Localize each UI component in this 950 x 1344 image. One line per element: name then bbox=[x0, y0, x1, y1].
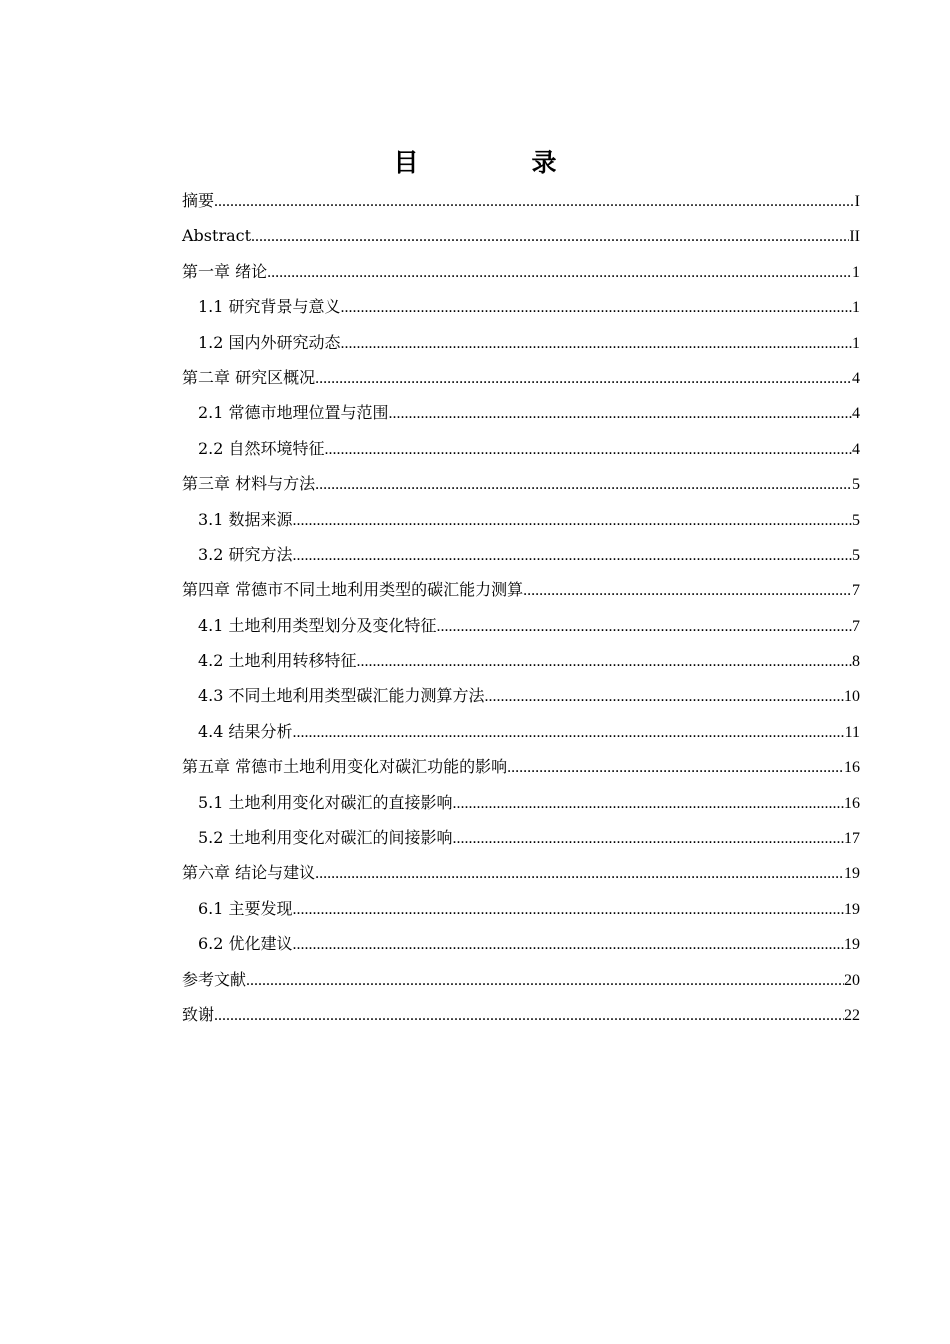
toc-dot-leader bbox=[437, 609, 852, 644]
toc-page-number: 19 bbox=[844, 936, 860, 954]
toc-page-number: 4 bbox=[852, 369, 860, 387]
toc-entry[interactable] bbox=[182, 431, 860, 466]
toc-page-number: 7 bbox=[852, 617, 860, 635]
toc-entry-title: 摘要 bbox=[182, 191, 215, 210]
toc-entry[interactable] bbox=[182, 855, 860, 890]
toc-dot-leader bbox=[325, 432, 852, 467]
toc-page-number: 11 bbox=[844, 723, 860, 741]
toc-entry-title: 第一章 绪论 bbox=[182, 261, 268, 281]
toc-page-number: 1 bbox=[852, 263, 860, 281]
toc-dot-leader bbox=[389, 396, 852, 431]
toc-entry-title: 第二章 研究区概况 bbox=[182, 367, 316, 387]
toc-entry[interactable] bbox=[182, 502, 860, 537]
toc-entry-title: 1.2 国内外研究动态 bbox=[198, 332, 341, 352]
toc-dot-leader bbox=[293, 892, 844, 927]
toc-page-number: 8 bbox=[852, 653, 860, 671]
toc-page-number: 1 bbox=[852, 334, 860, 352]
toc-dot-leader bbox=[246, 963, 844, 998]
toc-entry[interactable] bbox=[182, 360, 860, 395]
toc-dot-leader bbox=[357, 644, 852, 679]
toc-title: 目 录 bbox=[393, 148, 601, 177]
toc-dot-leader bbox=[507, 750, 844, 785]
toc-dot-leader bbox=[485, 679, 844, 714]
toc-entry-title: 4.2 土地利用转移特征 bbox=[198, 651, 357, 671]
toc-entry-title: 6.2 优化建议 bbox=[198, 934, 293, 954]
toc-entry-title: Abstract bbox=[182, 226, 252, 246]
toc-dot-leader bbox=[315, 361, 852, 396]
toc-page-number: 16 bbox=[844, 794, 860, 812]
toc-page-number: 4 bbox=[852, 440, 860, 458]
toc-page-number: 5 bbox=[852, 511, 860, 529]
toc-entry[interactable] bbox=[182, 289, 860, 324]
toc-page-number: 16 bbox=[844, 759, 860, 777]
toc-entry[interactable] bbox=[182, 749, 860, 784]
toc-entry-title: 致谢 bbox=[182, 1004, 215, 1024]
toc-page-number: 22 bbox=[844, 1006, 860, 1024]
toc-list bbox=[182, 183, 860, 1032]
toc-entry[interactable] bbox=[182, 997, 860, 1032]
toc-page-number: 10 bbox=[844, 688, 860, 706]
toc-entry[interactable] bbox=[182, 183, 860, 218]
toc-page-number: 20 bbox=[844, 971, 860, 989]
toc-entry[interactable] bbox=[182, 325, 860, 360]
toc-entry[interactable] bbox=[182, 643, 860, 678]
toc-entry-title: 4.4 结果分析 bbox=[198, 721, 293, 741]
toc-dot-leader bbox=[523, 573, 852, 608]
toc-entry-title: 3.1 数据来源 bbox=[198, 509, 293, 529]
toc-entry-title: 5.1 土地利用变化对碳汇的直接影响 bbox=[198, 792, 453, 812]
toc-dot-leader bbox=[293, 927, 844, 962]
toc-entry[interactable] bbox=[182, 891, 860, 926]
toc-dot-leader bbox=[453, 786, 844, 821]
toc-entry-title: 第三章 材料与方法 bbox=[182, 474, 316, 494]
toc-entry[interactable] bbox=[182, 395, 860, 430]
toc-entry-title: 1.1 研究背景与意义 bbox=[198, 297, 341, 317]
toc-page-number: 4 bbox=[852, 405, 860, 423]
toc-dot-leader bbox=[453, 821, 844, 856]
toc-page-number: 5 bbox=[852, 476, 860, 494]
toc-page-number: 17 bbox=[844, 830, 860, 848]
toc-entry-title: 第五章 常德市土地利用变化对碳汇功能的影响 bbox=[182, 757, 508, 777]
toc-entry-title: 3.2 研究方法 bbox=[198, 544, 293, 564]
toc-entry-title: 2.2 自然环境特征 bbox=[198, 438, 325, 458]
toc-entry-title: 5.2 土地利用变化对碳汇的间接影响 bbox=[198, 828, 453, 848]
toc-dot-leader bbox=[341, 326, 852, 361]
toc-entry[interactable] bbox=[182, 962, 860, 997]
toc-page-number: 5 bbox=[852, 546, 860, 564]
toc-entry-title: 参考文献 bbox=[182, 969, 247, 989]
toc-entry[interactable] bbox=[182, 608, 860, 643]
toc-dot-leader bbox=[315, 856, 844, 891]
toc-dot-leader bbox=[293, 538, 852, 573]
toc-page-number: 1 bbox=[852, 299, 860, 317]
toc-dot-leader bbox=[341, 290, 852, 325]
toc-dot-leader bbox=[214, 998, 844, 1033]
toc-entry[interactable] bbox=[182, 820, 860, 855]
toc-entry[interactable] bbox=[182, 678, 860, 713]
toc-entry[interactable] bbox=[182, 218, 860, 253]
toc-entry-title: 6.1 主要发现 bbox=[198, 898, 293, 918]
toc-dot-leader bbox=[293, 715, 845, 750]
toc-entry-title: 4.3 不同土地利用类型碳汇能力测算方法 bbox=[198, 686, 485, 706]
toc-dot-leader bbox=[315, 467, 852, 502]
toc-entry-title: 4.1 土地利用类型划分及变化特征 bbox=[198, 615, 437, 635]
toc-dot-leader bbox=[214, 184, 855, 219]
toc-entry-title: 第六章 结论与建议 bbox=[182, 863, 316, 883]
toc-entry[interactable] bbox=[182, 714, 860, 749]
toc-entry-title: 2.1 常德市地理位置与范围 bbox=[198, 403, 389, 423]
toc-dot-leader bbox=[293, 503, 852, 538]
toc-entry[interactable] bbox=[182, 572, 860, 607]
toc-page-number: 7 bbox=[852, 582, 860, 600]
toc-page-number: I bbox=[854, 193, 860, 210]
toc-entry[interactable] bbox=[182, 466, 860, 501]
toc-dot-leader bbox=[251, 219, 849, 254]
toc-page-number: II bbox=[849, 228, 860, 246]
toc-page-number: 19 bbox=[844, 900, 860, 918]
toc-dot-leader bbox=[267, 255, 852, 290]
toc-entry-title: 第四章 常德市不同土地利用类型的碳汇能力测算 bbox=[182, 580, 524, 600]
toc-entry[interactable] bbox=[182, 926, 860, 961]
toc-entry[interactable] bbox=[182, 254, 860, 289]
toc-entry[interactable] bbox=[182, 785, 860, 820]
toc-page-number: 19 bbox=[844, 865, 860, 883]
toc-entry[interactable] bbox=[182, 537, 860, 572]
